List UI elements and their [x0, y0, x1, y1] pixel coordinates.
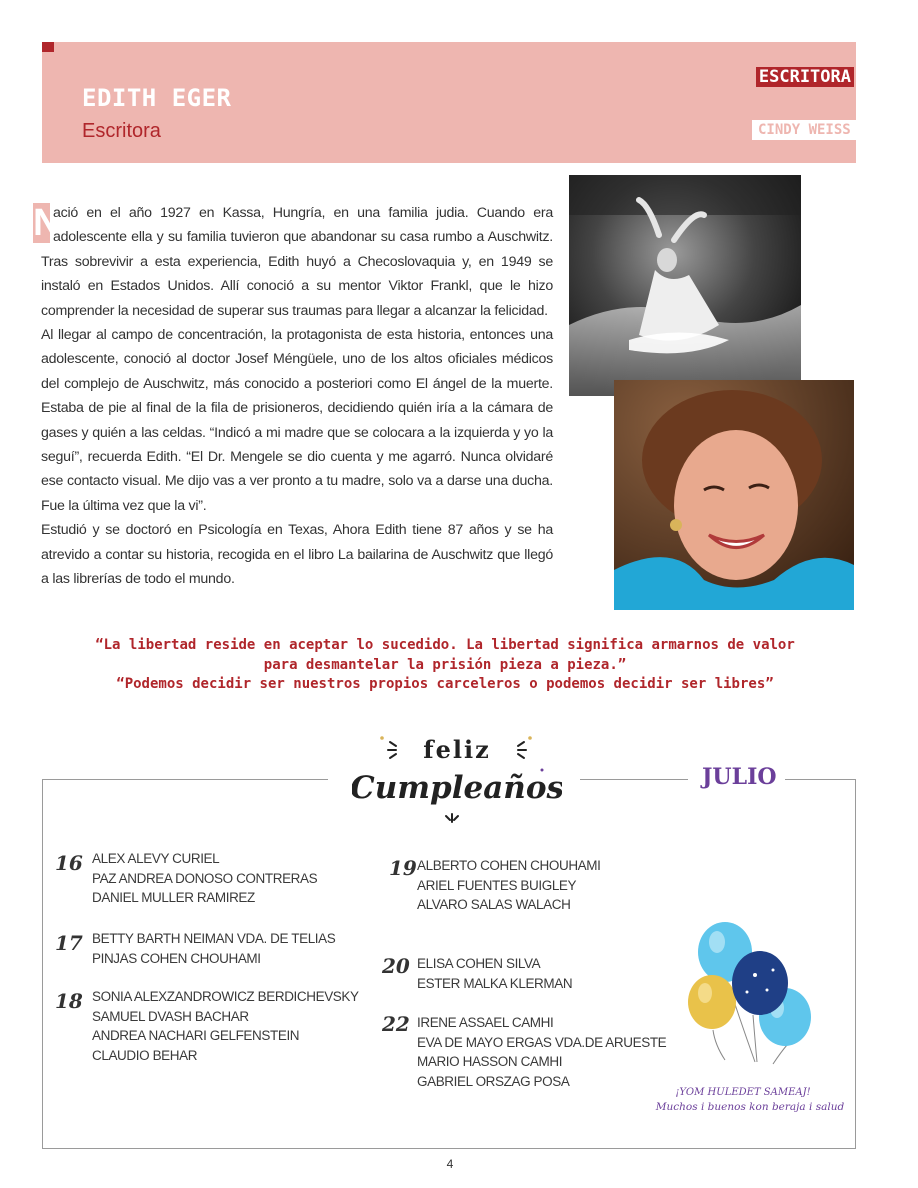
featured-quote: [90, 636, 800, 695]
subject-role: Escritora: [82, 120, 161, 142]
birthday-name: EVA DE MAYO ERGAS VDA.DE ARUESTE: [417, 1034, 667, 1050]
birthday-name: ARIEL FUENTES BUIGLEY: [417, 877, 577, 893]
quote-line-1: “La libertad reside en aceptar lo sucedido. La libertad significa armarnos de valor: [95, 637, 795, 653]
feliz-text: feliz: [423, 735, 491, 764]
birthday-name: SONIA ALEXZANDROWICZ BERDICHEVSKY: [92, 989, 359, 1004]
article-paragraph-1-text: ació en el año 1927 en Kassa, Hungría, en una familia judia. Cuando era adolescente ella y su familia tuvieron que abandonar su casa rumbo a Auschwitz. Tras sobrevivir a esta experiencia, Edith huyó a Checoslovaquia y, en 1949 se instaló en Estados Unidos. Allí conoció a su mentor Viktor Frankl, que le hizo comprender la necesidad de superar sus traumas para llegar a alcanzar la felicidad.: [41, 205, 553, 319]
dancer-photo: [569, 175, 801, 396]
birthday-name: PAZ ANDREA DONOSO CONTRERAS: [92, 870, 318, 886]
birthday-name: BETTY BARTH NEIMAN VDA. DE TELIAS: [92, 931, 336, 946]
birthday-day: 16: [55, 851, 83, 875]
birthday-name: MARIO HASSON CAMHI: [417, 1054, 563, 1070]
birthday-name: ANDREA NACHARI GELFENSTEIN: [92, 1028, 300, 1044]
birthday-day: 22: [382, 1012, 410, 1036]
birthday-name: SAMUEL DVASH BACHAR: [92, 1008, 249, 1024]
corner-mark: [42, 42, 54, 52]
divider-line: [580, 779, 688, 780]
article-paragraph-2: Al llegar al campo de concentración, la protagonista de esta historia, entonces una adolescente, conoció al doctor Josef Méngüele, uno de los altos oficiales médicos del complejo de Auschwitz, más conocido a posteriori como El ángel de la muerte. Estaba de pie al final de la fila de prisioneros, decidiendo quién iría a la cámara de gases y quién a las celdas. “Indicó a mi madre que se colocara a la izquierda y yo la seguí”, recuerda Edith. “El Dr. Mengele se dio cuenta y me agarró. Nunca olvidaré ese contacto visual. Me dijo vas a ver pronto a tu madre, solo va a darse una ducha. Fue la última vez que la vi”.: [41, 327, 553, 514]
birthday-names: [417, 1013, 666, 1091]
portrait-photo: [614, 380, 854, 610]
section-tag: ESCRITORA: [756, 67, 854, 87]
birthday-day: 17: [55, 931, 83, 955]
birthday-name: IRENE ASSAEL CAMHI: [417, 1015, 554, 1030]
article-body: [33, 201, 553, 592]
birthday-name: GABRIEL ORSZAG POSA: [417, 1073, 570, 1089]
author-tag: CINDY WEISS: [752, 120, 856, 140]
birthday-name: ALVARO SALAS WALACH: [417, 897, 571, 913]
drop-cap: N: [33, 202, 61, 244]
divider-line: [42, 779, 328, 780]
birthday-names: [92, 929, 335, 968]
page-number: 4: [446, 1157, 454, 1171]
balloons-illustration: [685, 920, 815, 1065]
birthday-names: [417, 856, 600, 915]
wish-line-2: Muchos i buenos kon beraja i salud: [655, 1101, 845, 1113]
birthday-name: ALBERTO COHEN CHOUHAMI: [417, 858, 601, 873]
quote-line-2: para desmantelar la prisión pieza a pieza.”: [263, 656, 627, 673]
wish-line-1: ¡YOM HULEDET SAMEAJ!: [675, 1087, 811, 1098]
birthday-name: PINJAS COHEN CHOUHAMI: [92, 950, 261, 966]
header-banner: [42, 42, 856, 163]
divider-line: [785, 779, 856, 780]
birthday-day: 19: [389, 856, 417, 880]
birthday-day: 20: [382, 954, 410, 978]
article-paragraph-3: Estudió y se doctoró en Psicología en Texas, Ahora Edith tiene 87 años y se ha atrevido a contar su historia, recogida en el libro La bailarina de Auschwitz que llegó a las librerías de todo el mundo.: [41, 522, 553, 588]
birthday-name: ELISA COHEN SILVA: [417, 956, 541, 971]
birthday-day: 18: [55, 989, 83, 1013]
cumpleanos-text: Cumpleaños: [352, 770, 562, 806]
article-paragraph-1: [33, 201, 553, 323]
month-label: JULIO: [702, 764, 777, 790]
feliz-cumpleanos-title: [352, 730, 562, 825]
birthday-name: ALEX ALEVY CURIEL: [92, 851, 220, 866]
quote-line-3: “Podemos decidir ser nuestros propios carceleros o podemos decidir ser libres”: [116, 676, 774, 692]
birthday-names: [417, 954, 572, 993]
birthday-name: ESTER MALKA KLERMAN: [417, 975, 573, 991]
birthday-names: [92, 987, 359, 1065]
birthday-name: CLAUDIO BEHAR: [92, 1047, 198, 1063]
birthday-names: [92, 849, 317, 908]
birthday-name: DANIEL MULLER RAMIREZ: [92, 890, 255, 906]
subject-name: EDITH EGER: [82, 84, 232, 112]
